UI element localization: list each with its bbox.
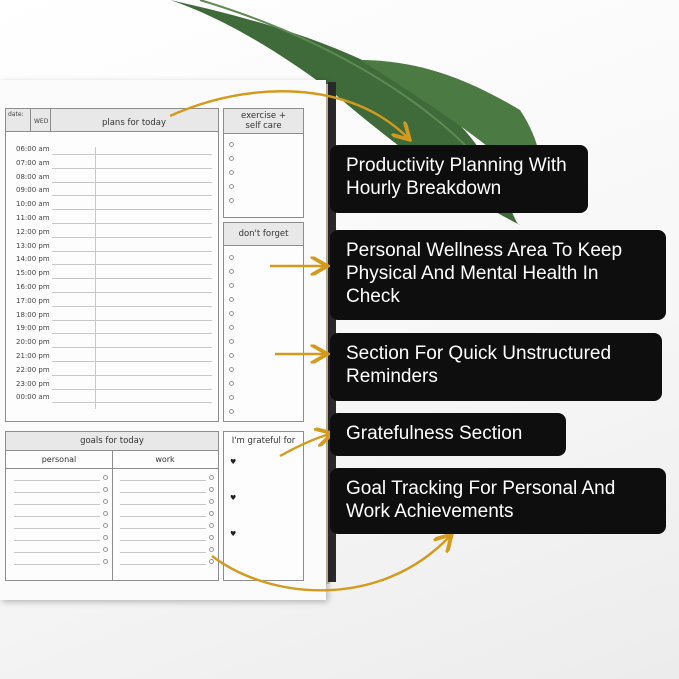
date-label: date: bbox=[8, 111, 24, 118]
goal-line bbox=[120, 480, 206, 481]
time-slot-line bbox=[52, 154, 212, 155]
goal-line bbox=[14, 516, 100, 517]
checkbox-dot bbox=[229, 353, 234, 358]
plans-header: plans for today bbox=[101, 118, 167, 128]
checkbox-dot bbox=[103, 535, 108, 540]
time-slot-line bbox=[52, 264, 212, 265]
time-slot-label: 15:00 pm bbox=[16, 269, 50, 278]
goal-line bbox=[120, 540, 206, 541]
goal-line bbox=[120, 516, 206, 517]
callout-reminders: Section For Quick Unstructured Reminders bbox=[330, 333, 662, 401]
time-slot-line bbox=[52, 320, 212, 321]
goal-line bbox=[120, 564, 206, 565]
callout-productivity: Productivity Planning With Hourly Breakdown bbox=[330, 145, 588, 213]
goals-for-today-box bbox=[5, 431, 219, 581]
goal-line bbox=[14, 552, 100, 553]
time-slot-label: 09:00 am bbox=[16, 186, 50, 195]
checkbox-dot bbox=[103, 499, 108, 504]
checkbox-dot bbox=[229, 255, 234, 260]
time-slot-line bbox=[52, 375, 212, 376]
goal-line bbox=[14, 480, 100, 481]
time-slot-label: 17:00 pm bbox=[16, 296, 50, 305]
time-slot-line bbox=[52, 292, 212, 293]
checkbox-dot bbox=[209, 511, 214, 516]
time-slot-label: 10:00 am bbox=[16, 200, 50, 209]
exercise-header-2: self care bbox=[245, 121, 282, 131]
time-slot-line bbox=[52, 402, 212, 403]
checkbox-dot bbox=[103, 559, 108, 564]
dont-forget-box bbox=[223, 222, 304, 422]
time-slot-label: 07:00 am bbox=[16, 158, 50, 167]
time-slot-label: 12:00 pm bbox=[16, 227, 50, 236]
goal-line bbox=[120, 504, 206, 505]
personal-label: personal bbox=[41, 455, 77, 464]
exercise-header-1: exercise + bbox=[241, 111, 286, 121]
time-slot-label: 22:00 pm bbox=[16, 365, 50, 374]
goal-line bbox=[14, 504, 100, 505]
checkbox-dot bbox=[103, 475, 108, 480]
time-slot-line bbox=[52, 389, 212, 390]
time-slot-label: 00:00 am bbox=[16, 393, 50, 402]
planner-sheet bbox=[0, 80, 326, 600]
time-slot-label: 08:00 am bbox=[16, 172, 50, 181]
checkbox-dot bbox=[229, 283, 234, 288]
heart-icon: ♥ bbox=[230, 458, 237, 466]
callout-wellness: Personal Wellness Area To Keep Physical And Mental Health In Check bbox=[330, 230, 666, 320]
time-slot-line bbox=[52, 251, 212, 252]
time-slot-line bbox=[52, 168, 212, 169]
heart-icon: ♥ bbox=[230, 494, 237, 502]
goals-header: goals for today bbox=[6, 432, 218, 451]
checkbox-dot bbox=[229, 339, 234, 344]
time-slot-line bbox=[52, 223, 212, 224]
goal-line bbox=[14, 492, 100, 493]
checkbox-dot bbox=[209, 487, 214, 492]
time-slot-label: 20:00 pm bbox=[16, 338, 50, 347]
checkbox-dot bbox=[209, 475, 214, 480]
goal-line bbox=[14, 528, 100, 529]
time-slot-label: 14:00 pm bbox=[16, 255, 50, 264]
checkbox-dot bbox=[209, 559, 214, 564]
goal-line bbox=[120, 528, 206, 529]
goal-line bbox=[120, 492, 206, 493]
heart-icon: ♥ bbox=[230, 530, 237, 538]
checkbox-dot bbox=[229, 311, 234, 316]
time-slot-label: 23:00 pm bbox=[16, 379, 50, 388]
checkbox-dot bbox=[209, 523, 214, 528]
time-slot-line bbox=[52, 237, 212, 238]
checkbox-dot bbox=[103, 511, 108, 516]
checkbox-dot bbox=[229, 325, 234, 330]
goal-line bbox=[120, 552, 206, 553]
checkbox-dot bbox=[229, 297, 234, 302]
time-slot-label: 13:00 pm bbox=[16, 241, 50, 250]
time-slot-line bbox=[52, 361, 212, 362]
grateful-box bbox=[223, 431, 304, 581]
checkbox-dot bbox=[229, 409, 234, 414]
time-slot-line bbox=[52, 347, 212, 348]
time-slot-label: 21:00 pm bbox=[16, 352, 50, 360]
day-label: WED bbox=[34, 118, 49, 125]
dont-forget-header: don't forget bbox=[224, 223, 303, 246]
time-slot-line bbox=[52, 278, 212, 279]
time-slot-label: 11:00 am bbox=[16, 214, 50, 222]
grateful-header: I'm grateful for bbox=[224, 432, 303, 450]
time-slot-line bbox=[52, 195, 212, 196]
plans-for-today-box bbox=[5, 108, 219, 422]
time-slot-label: 19:00 pm bbox=[16, 324, 50, 333]
checkbox-dot bbox=[229, 395, 234, 400]
time-slot-label: 16:00 pm bbox=[16, 283, 50, 291]
checkbox-dot bbox=[209, 535, 214, 540]
time-slot-line bbox=[52, 333, 212, 334]
checkbox-dot bbox=[229, 269, 234, 274]
callout-gratefulness: Gratefulness Section bbox=[330, 413, 566, 456]
checkbox-dot bbox=[103, 487, 108, 492]
checkbox-dot bbox=[103, 523, 108, 528]
time-slot-label: 18:00 pm bbox=[16, 310, 50, 319]
checkbox-dot bbox=[229, 381, 234, 386]
checkbox-dot bbox=[103, 547, 108, 552]
goal-line bbox=[14, 540, 100, 541]
time-slot-label: 06:00 am bbox=[16, 145, 50, 153]
time-slot-line bbox=[52, 306, 212, 307]
time-slot-line bbox=[52, 182, 212, 183]
goal-line bbox=[14, 564, 100, 565]
callout-goals: Goal Tracking For Personal And Work Achievements bbox=[330, 468, 666, 534]
checkbox-dot bbox=[229, 367, 234, 372]
work-label: work bbox=[155, 455, 175, 464]
checkbox-dot bbox=[209, 499, 214, 504]
checkbox-dot bbox=[209, 547, 214, 552]
exercise-self-care-box bbox=[223, 108, 304, 218]
time-slot-line bbox=[52, 209, 212, 210]
